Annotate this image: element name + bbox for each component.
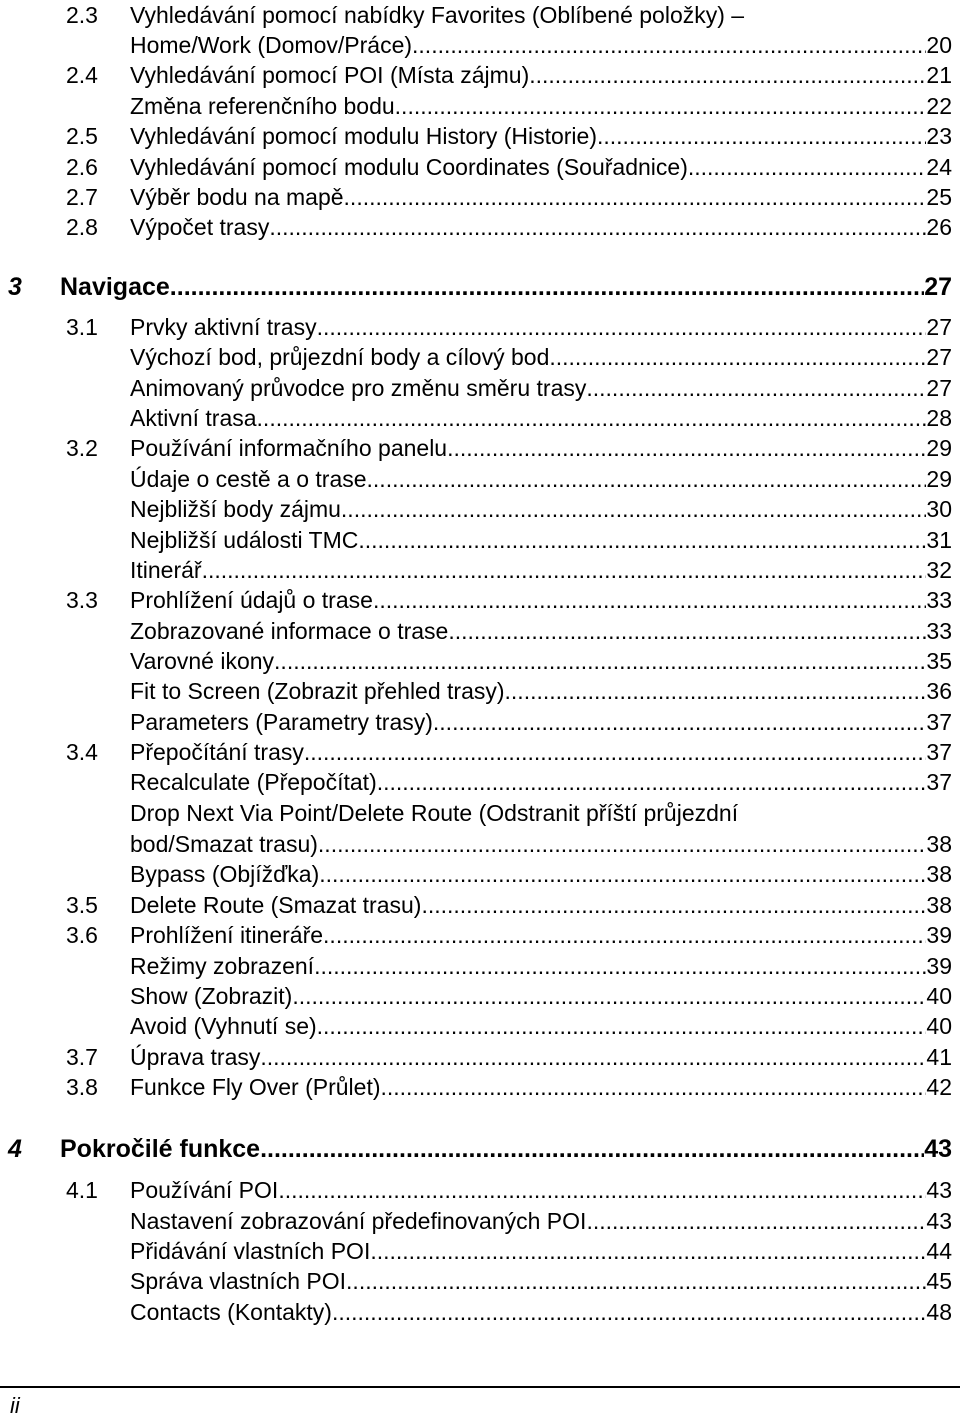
dot-leader (358, 525, 926, 555)
toc-entry[interactable] (0, 1236, 960, 1266)
toc-line (130, 312, 952, 342)
toc-title: Home/Work (Domov/Práce) (130, 32, 413, 58)
toc-title: Funkce Fly Over (Průlet) (130, 1074, 381, 1100)
toc-title: Správa vlastních POI (130, 1268, 347, 1294)
toc-page-number: 39 (926, 922, 952, 948)
toc-title: Výpočet trasy (130, 214, 270, 240)
toc-line (130, 152, 952, 182)
toc-entry[interactable] (0, 342, 960, 372)
dot-leader (170, 270, 924, 304)
dot-leader (257, 403, 927, 433)
toc-line (130, 433, 952, 463)
toc-line (130, 91, 952, 121)
dot-leader (202, 555, 927, 585)
toc-page-number: 26 (926, 214, 952, 240)
toc-page-number: 30 (926, 496, 952, 522)
toc-title: Drop Next Via Point/Delete Route (Odstranit příští průjezdní (130, 800, 739, 826)
dot-leader (412, 30, 926, 60)
toc-title: Změna referenčního bodu (130, 93, 395, 119)
toc-line (130, 981, 952, 1011)
toc-page-number: 37 (926, 709, 952, 735)
dot-leader (433, 707, 927, 737)
toc-line (130, 494, 952, 524)
toc-page-number: 29 (926, 466, 952, 492)
dot-leader (314, 951, 926, 981)
toc-line (130, 1266, 952, 1296)
toc-title: Nejbližší body zájmu (130, 496, 341, 522)
dot-leader (323, 920, 926, 950)
toc-title: Zobrazované informace o trase (130, 618, 449, 644)
toc-entry[interactable] (0, 859, 960, 889)
toc-title: Výchozí bod, průjezdní body a cílový bod (130, 344, 550, 370)
toc-number: 3.3 (66, 587, 98, 613)
dot-leader (292, 981, 926, 1011)
toc-entry[interactable] (0, 555, 960, 585)
toc-page-number: 43 (924, 1135, 952, 1163)
toc-page-number: 37 (926, 769, 952, 795)
toc-title: Nastavení zobrazování předefinovaných POI (130, 1208, 587, 1234)
toc-number: 3.2 (66, 435, 98, 461)
dot-leader (529, 60, 926, 90)
toc-entry[interactable] (0, 1266, 960, 1296)
toc-entry[interactable] (0, 890, 960, 920)
toc-page-number: 27 (926, 314, 952, 340)
toc-title: Aktivní trasa (130, 405, 257, 431)
toc-title: Pokročilé funkce (60, 1135, 261, 1163)
toc-entry[interactable] (0, 981, 960, 1011)
toc-line (130, 676, 952, 706)
toc-line (130, 121, 952, 151)
toc-entry[interactable] (0, 767, 960, 797)
dot-leader (260, 1042, 926, 1072)
toc-title: Vyhledávání pomocí modulu History (Historie) (130, 123, 597, 149)
toc-line (130, 60, 952, 90)
toc-page-number: 27 (924, 273, 952, 301)
toc-line (130, 798, 952, 828)
toc-line (130, 0, 952, 30)
toc-line (130, 616, 952, 646)
dot-leader (260, 1132, 924, 1166)
toc-number: 2.8 (66, 214, 98, 240)
dot-leader (597, 121, 926, 151)
dot-leader (318, 829, 926, 859)
toc-page-number: 45 (926, 1268, 952, 1294)
toc-line (130, 1011, 952, 1041)
toc-entry[interactable] (0, 433, 960, 463)
toc-number: 3.8 (66, 1074, 98, 1100)
dot-leader (586, 373, 926, 403)
toc-title: Prohlížení údajů o trase (130, 587, 373, 613)
toc-line (130, 646, 952, 676)
toc-number: 3.7 (66, 1044, 98, 1070)
toc-title: Delete Route (Smazat trasu) (130, 892, 422, 918)
toc-page-number: 38 (926, 861, 952, 887)
toc-line (130, 212, 952, 242)
toc-title: Prvky aktivní trasy (130, 314, 317, 340)
toc-entry[interactable] (0, 1175, 960, 1205)
toc-page-number: 48 (926, 1299, 952, 1325)
toc-title: Vyhledávání pomocí POI (Místa zájmu) (130, 62, 530, 88)
dot-leader (367, 464, 927, 494)
toc-page-number: 38 (926, 892, 952, 918)
toc-title: Navigace (60, 273, 170, 301)
toc-number: 3.1 (66, 314, 98, 340)
toc-line (130, 707, 952, 737)
dot-leader (447, 433, 926, 463)
toc-page-number: 22 (926, 93, 952, 119)
toc-entry[interactable] (0, 494, 960, 524)
toc-title: Prohlížení itineráře (130, 922, 324, 948)
dot-leader (381, 1072, 927, 1102)
toc-title: Úprava trasy (130, 1044, 261, 1070)
toc-number: 3 (8, 273, 22, 301)
toc-entry[interactable] (0, 829, 960, 859)
toc-line (60, 270, 952, 304)
toc-line (130, 951, 952, 981)
dot-leader (549, 342, 926, 372)
toc-page-number: 29 (926, 435, 952, 461)
dot-leader (344, 182, 927, 212)
toc-number: 2.7 (66, 184, 98, 210)
toc-line (130, 737, 952, 767)
toc-line (130, 1206, 952, 1236)
toc-page-number: 25 (926, 184, 952, 210)
dot-leader (395, 91, 927, 121)
toc-number: 2.6 (66, 154, 98, 180)
toc-page-number: 41 (926, 1044, 952, 1070)
toc-line (130, 555, 952, 585)
dot-leader (274, 646, 926, 676)
toc-title: Bypass (Objížďka) (130, 861, 320, 887)
toc-entry[interactable] (0, 464, 960, 494)
toc-title: Recalculate (Přepočítat) (130, 769, 377, 795)
toc-entry[interactable] (0, 0, 960, 30)
toc-title: Parameters (Parametry trasy) (130, 709, 433, 735)
toc-entry[interactable] (0, 646, 960, 676)
toc-number: 2.4 (66, 62, 98, 88)
toc-line (130, 1072, 952, 1102)
dot-leader (346, 1266, 926, 1296)
dot-leader (377, 767, 927, 797)
toc-page-number: 28 (926, 405, 952, 431)
toc-entry[interactable] (0, 1011, 960, 1041)
toc-page-number: 21 (926, 62, 952, 88)
dot-leader (317, 312, 927, 342)
toc-line (130, 1042, 952, 1072)
toc-title: Contacts (Kontakty) (130, 1299, 332, 1325)
dot-leader (278, 1175, 926, 1205)
toc-page-number: 24 (926, 154, 952, 180)
toc-number: 3.6 (66, 922, 98, 948)
toc-entry[interactable] (0, 1042, 960, 1072)
toc-line (130, 525, 952, 555)
toc-line (130, 342, 952, 372)
toc-entry[interactable] (0, 403, 960, 433)
toc-page-number: 42 (926, 1074, 952, 1100)
toc-line (130, 585, 952, 615)
toc-entry[interactable] (0, 525, 960, 555)
toc-title: Nejbližší události TMC (130, 527, 359, 553)
toc-page-number: 43 (926, 1177, 952, 1203)
toc-entry[interactable] (0, 737, 960, 767)
toc-title: Itinerář (130, 557, 202, 583)
toc-entry[interactable] (0, 212, 960, 242)
toc-entry[interactable] (0, 152, 960, 182)
toc-entry[interactable] (0, 920, 960, 950)
toc-page-number: 27 (926, 375, 952, 401)
toc-entry[interactable] (0, 1206, 960, 1236)
toc-line (130, 403, 952, 433)
dot-leader (370, 1236, 926, 1266)
toc-title: Fit to Screen (Zobrazit přehled trasy) (130, 678, 505, 704)
toc-title: Výběr bodu na mapě (130, 184, 344, 210)
toc-line (130, 920, 952, 950)
toc-title: Údaje o cestě a o trase (130, 466, 367, 492)
toc-page-number: 33 (926, 587, 952, 613)
toc-title: Animovaný průvodce pro změnu směru trasy (130, 375, 587, 401)
toc-title: Avoid (Vyhnutí se) (130, 1013, 317, 1039)
toc-entry[interactable] (0, 91, 960, 121)
dot-leader (332, 1297, 926, 1327)
toc-entry[interactable] (0, 676, 960, 706)
toc-entry[interactable] (0, 798, 960, 828)
toc-entry[interactable] (0, 373, 960, 403)
toc-line (130, 1236, 952, 1266)
toc-page-number: 27 (926, 344, 952, 370)
dot-leader (304, 737, 927, 767)
toc-line (130, 829, 952, 859)
toc-page-number: 43 (926, 1208, 952, 1234)
toc-title: Přidávání vlastních POI (130, 1238, 371, 1264)
dot-leader (341, 494, 926, 524)
dot-leader (269, 212, 926, 242)
toc-number: 4 (8, 1135, 22, 1163)
toc-line (60, 1132, 952, 1166)
toc-number: 3.4 (66, 739, 98, 765)
toc-page-number: 35 (926, 648, 952, 674)
toc-line (130, 890, 952, 920)
toc-entry[interactable] (0, 707, 960, 737)
toc-number: 2.5 (66, 123, 98, 149)
toc-line (130, 30, 952, 60)
dot-leader (317, 1011, 927, 1041)
dot-leader (586, 1206, 926, 1236)
toc-entry[interactable] (0, 1297, 960, 1327)
toc-title: Vyhledávání pomocí modulu Coordinates (Souřadnice) (130, 154, 688, 180)
toc-page-number: 44 (926, 1238, 952, 1264)
dot-leader (688, 152, 927, 182)
footer-rule (0, 1386, 960, 1388)
toc-title: Používání POI (130, 1177, 279, 1203)
toc-page-number: 23 (926, 123, 952, 149)
toc-entry[interactable] (0, 30, 960, 60)
toc-line (130, 1297, 952, 1327)
toc-page-number: 37 (926, 739, 952, 765)
toc-title: Režimy zobrazení (130, 953, 315, 979)
toc-page-number: 33 (926, 618, 952, 644)
toc-number: 2.3 (66, 2, 98, 28)
toc-page-number: 39 (926, 953, 952, 979)
toc-page-number: 38 (926, 831, 952, 857)
toc-entry[interactable] (0, 121, 960, 151)
toc-line (130, 859, 952, 889)
toc-chapter[interactable] (0, 1132, 960, 1166)
toc-title: Používání informačního panelu (130, 435, 448, 461)
dot-leader (448, 616, 926, 646)
toc-number: 3.5 (66, 892, 98, 918)
toc-entry[interactable] (0, 312, 960, 342)
toc-line (130, 373, 952, 403)
toc-title: Vyhledávání pomocí nabídky Favorites (Oblíbené položky) – (130, 2, 745, 28)
toc-line (130, 182, 952, 212)
toc-page-number: 20 (926, 32, 952, 58)
dot-leader (373, 585, 926, 615)
toc-page-number: 36 (926, 678, 952, 704)
toc-page-number: 40 (926, 1013, 952, 1039)
toc-line (130, 1175, 952, 1205)
toc-entry[interactable] (0, 60, 960, 90)
toc-entry[interactable] (0, 585, 960, 615)
toc-entry[interactable] (0, 616, 960, 646)
page-number: ii (10, 1393, 20, 1418)
toc-line (130, 464, 952, 494)
toc-page-number: 31 (926, 527, 952, 553)
toc-title: Varovné ikony (130, 648, 275, 674)
dot-leader (319, 859, 926, 889)
toc-page-number: 40 (926, 983, 952, 1009)
toc-entry[interactable] (0, 182, 960, 212)
dot-leader (421, 890, 926, 920)
toc-number: 4.1 (66, 1177, 98, 1203)
toc-title: Přepočítání trasy (130, 739, 304, 765)
toc-line (130, 767, 952, 797)
toc-entry[interactable] (0, 1072, 960, 1102)
toc-title: Show (Zobrazit) (130, 983, 293, 1009)
dot-leader (505, 676, 927, 706)
toc-title: bod/Smazat trasu) (130, 831, 318, 857)
toc-chapter[interactable] (0, 270, 960, 304)
toc-page-number: 32 (926, 557, 952, 583)
toc-entry[interactable] (0, 951, 960, 981)
